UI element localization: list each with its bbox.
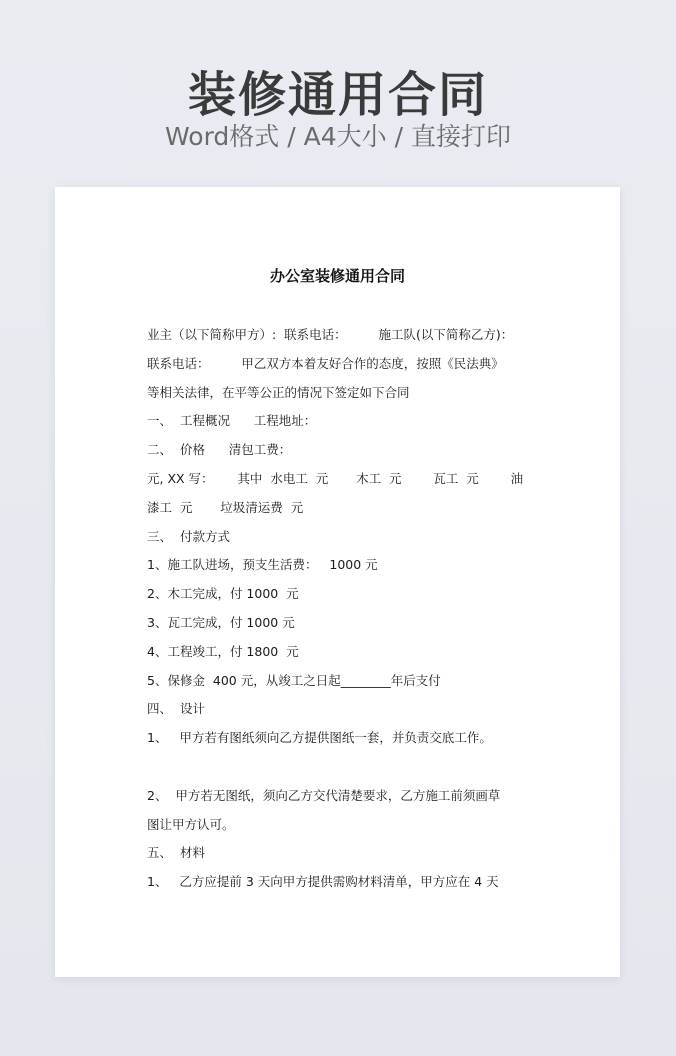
page-title: 装修通用合同	[187, 67, 488, 123]
document-line: 三、 付款方式	[147, 528, 230, 544]
document-line: 2、 甲方若无图纸，须向乙方交代清楚要求，乙方施工前须画草	[147, 787, 501, 803]
document-line: 联系电话： 甲乙双方本着友好合作的态度，按照《民法典》	[147, 355, 504, 371]
document-line: 四、 设计	[147, 701, 205, 717]
document-line: 1、 甲方若有图纸须向乙方提供图纸一套，并负责交底工作。	[147, 730, 492, 746]
document-line: 1、 乙方应提前 3 天向甲方提供需购材料清单，甲方应在 4 天	[147, 874, 499, 890]
document-line: 等相关法律，在平等公正的情况下签定如下合同	[147, 384, 410, 400]
document-line: 元, XX 写： 其中 水电工 元 木工 元 瓦工 元 油	[147, 470, 524, 486]
document-line: 图让甲方认可。	[147, 816, 235, 832]
document-line: 2、木工完成，付 1000 元	[147, 586, 299, 602]
document-line: 漆工 元 垃圾清运费 元	[147, 499, 304, 515]
document-title: 办公室装修通用合同	[269, 267, 405, 285]
document-line: 业主（以下简称甲方）: 联系电话： 施工队(以下简称乙方)：	[147, 327, 514, 342]
document-blank-line	[147, 753, 529, 782]
document-line: 五、 材料	[147, 845, 205, 861]
document-line: 5、保修金 400 元，从竣工之日起________年后支付	[147, 672, 441, 688]
document-line: 4、工程竣工，付 1800 元	[147, 643, 299, 659]
document-line: 二、 价格 清包工费：	[147, 442, 292, 458]
document-line: 1、施工队进场，预支生活费： 1000 元	[147, 557, 378, 573]
document-line: 一、 工程概况 工程地址：	[147, 413, 317, 429]
document-page	[55, 187, 620, 977]
document-body	[147, 321, 529, 897]
document-line: 3、瓦工完成，付 1000 元	[147, 614, 295, 630]
page-subtitle: Word格式 / A4大小 / 直接打印	[165, 122, 511, 151]
